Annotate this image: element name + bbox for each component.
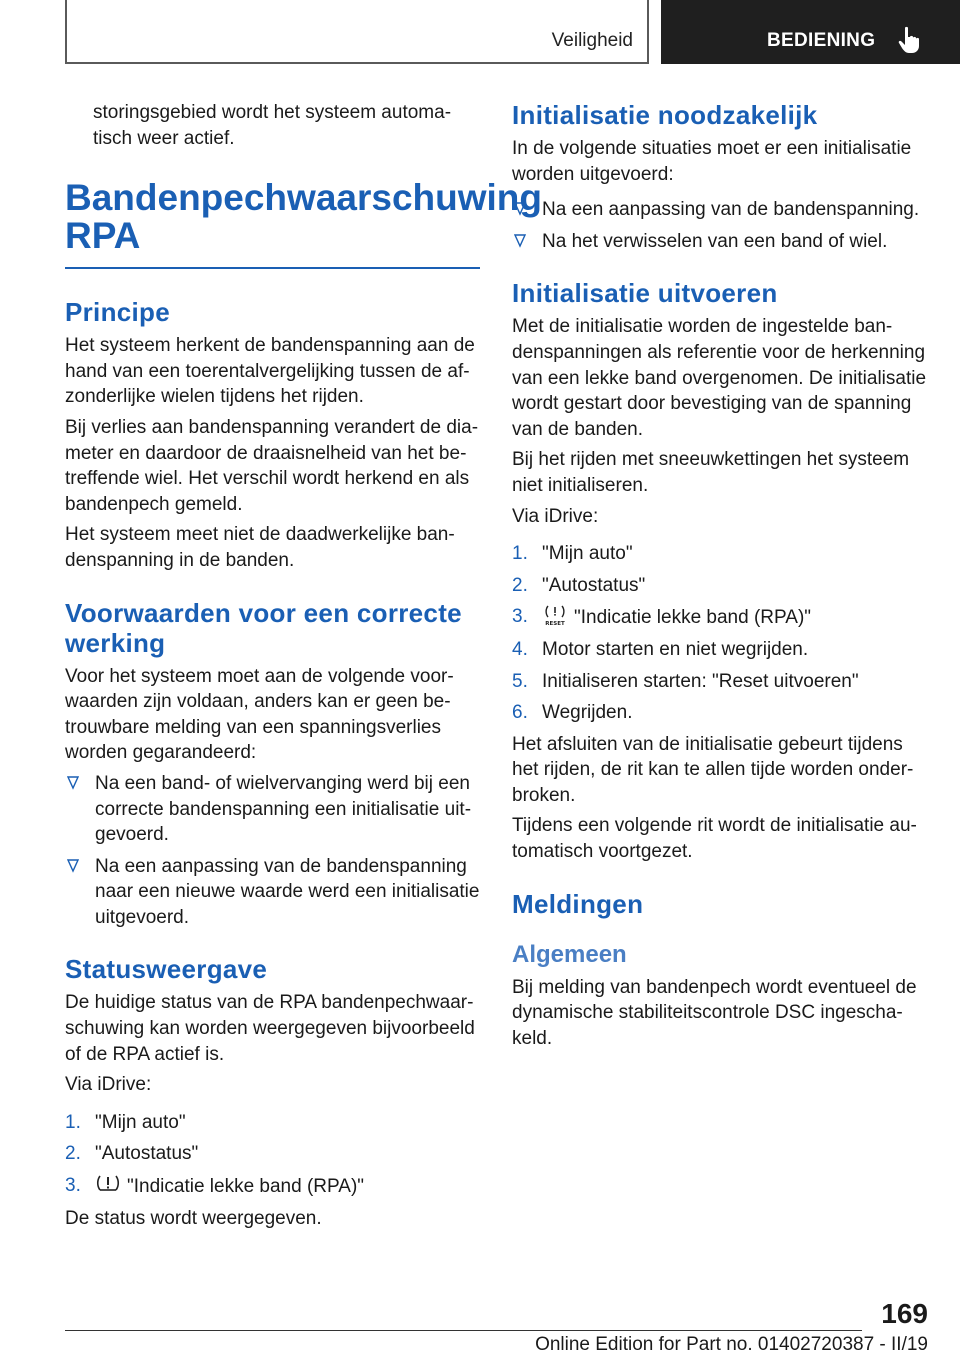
step-item bbox=[512, 573, 930, 599]
list-item-text: Na het verwisselen van een band of wiel. bbox=[542, 230, 888, 252]
heading-initialisatie-noodzakelijk: Initialisatie noodzakelijk bbox=[512, 100, 818, 130]
pointing-hand-icon bbox=[897, 26, 923, 54]
page-number: 169 bbox=[881, 1298, 928, 1329]
step-item bbox=[65, 1173, 480, 1200]
paragraph: Tijdens een volgende rit wordt de initialisatie automatisch voortgezet. bbox=[512, 815, 917, 863]
paragraph: Bij verlies aan bandenspanning verandert de diameter en daardoor de draaisnelheid van het betreffende wiel. Het verschil wordt herkend en als bandenpech gemeld. bbox=[65, 416, 479, 515]
via-idrive-label: Via iDrive: bbox=[65, 1074, 152, 1096]
heading-voorwaarden: Voorwaarden voor een correcte werking bbox=[65, 597, 462, 658]
heading-meldingen: Meldingen bbox=[512, 888, 644, 919]
paragraph: Voor het systeem moet aan de volgende voorwaarden zijn voldaan, anders kan er geen betrouwbare melding van een spanningsverlies worden gegarandeerd: bbox=[65, 665, 454, 764]
step-number: 1. bbox=[512, 543, 528, 565]
step-item bbox=[512, 700, 930, 726]
header-chapter-tab bbox=[661, 0, 960, 64]
footer-divider bbox=[65, 1330, 862, 1331]
paragraph: De huidige status van de RPA bandenpechwaarschuwing kan worden weergegeven bijvoorbeeld of de RPA actief is. bbox=[65, 992, 475, 1065]
tire-pressure-warning-icon bbox=[95, 1173, 121, 1195]
step-number: 2. bbox=[65, 1143, 81, 1165]
header-section-tab bbox=[65, 0, 649, 64]
paragraph: Met de initialisatie worden de ingestelde bandenspanningen als referentie voor de herkenning van een lekke band overgenomen. De initialisatie wordt gestart door bevestiging van de spanning van de banden. bbox=[512, 316, 927, 440]
step-item bbox=[512, 669, 930, 695]
list-item-text: Na een aanpassing van de bandenspanning. bbox=[542, 199, 920, 221]
step-number: 4. bbox=[512, 638, 528, 660]
footer-edition: Online Edition for Part no. 01402720387 - II/19 bbox=[535, 1334, 928, 1355]
step-text: Wegrijden. bbox=[542, 702, 633, 724]
step-text: "Autostatus" bbox=[542, 574, 646, 596]
paragraph: In de volgende situaties moet er een initialisatie worden uitgevoerd: bbox=[512, 138, 912, 185]
tire-pressure-reset-icon bbox=[542, 604, 568, 626]
step-number: 3. bbox=[65, 1175, 81, 1197]
list-item-text: Na een aanpassing van de bandenspanning naar een nieuwe waarde werd een initialisatie uitgevoerd. bbox=[95, 855, 480, 928]
step-text: Initialiseren starten: "Reset uitvoeren" bbox=[542, 670, 859, 692]
step-item bbox=[512, 637, 930, 663]
paragraph: De status wordt weergegeven. bbox=[65, 1207, 322, 1229]
paragraph: Het systeem meet niet de daadwerkelijke bandenspanning in de banden. bbox=[65, 524, 455, 571]
svg-text:RESET: RESET bbox=[545, 621, 565, 627]
step-text: Motor starten en niet wegrijden. bbox=[542, 638, 809, 660]
list-item bbox=[65, 771, 480, 848]
list-item bbox=[512, 197, 930, 223]
step-item bbox=[65, 1110, 480, 1136]
heading-initialisatie-uitvoeren: Initialisatie uitvoeren bbox=[512, 278, 778, 309]
heading-statusweergave: Statusweergave bbox=[65, 954, 268, 985]
title-divider bbox=[65, 267, 480, 269]
paragraph: Het afsluiten van de initialisatie gebeurt tijdens het rijden, de rit kan te allen tijde worden onderbroken. bbox=[512, 733, 914, 806]
step-number: 5. bbox=[512, 670, 528, 692]
heading-principe: Principe bbox=[65, 297, 170, 328]
chapter-title: Bandenpechwaarschuwing RPA bbox=[65, 177, 542, 257]
paragraph: Het systeem herkent de bandenspanning aan de hand van een toerentalvergelijking tussen de afzonderlijke wielen tijdens het rijden. bbox=[65, 335, 475, 408]
left-column bbox=[65, 100, 542, 1236]
list-item-text: Na een band- of wielvervanging werd bij een correcte bandenspanning een initialisatie uitgevoerd. bbox=[95, 772, 472, 846]
step-number: 2. bbox=[512, 574, 528, 596]
triangle-bullet-icon bbox=[67, 859, 79, 873]
triangle-bullet-icon bbox=[67, 776, 79, 790]
triangle-bullet-icon bbox=[514, 234, 526, 248]
continued-text: storingsgebied wordt het systeem automatisch weer actief. bbox=[93, 102, 452, 149]
step-text: "Mijn auto" bbox=[542, 543, 633, 565]
subheading-algemeen: Algemeen bbox=[512, 940, 627, 968]
header-section-label: Veiligheid bbox=[551, 30, 633, 51]
right-column bbox=[512, 100, 930, 1056]
step-number: 1. bbox=[65, 1111, 81, 1133]
header-chapter-label: BEDIENING bbox=[767, 30, 876, 51]
step-text: "Mijn auto" bbox=[95, 1111, 186, 1133]
list-item bbox=[512, 229, 930, 255]
via-idrive-label: Via iDrive: bbox=[512, 505, 599, 527]
list-item bbox=[65, 854, 480, 931]
step-item bbox=[512, 541, 930, 567]
step-text: "Indicatie lekke band (RPA)" bbox=[574, 607, 812, 629]
paragraph: Bij het rijden met sneeuwkettingen het systeem niet initialiseren. bbox=[512, 449, 910, 496]
paragraph: Bij melding van bandenpech wordt eventueel de dynamische stabiliteitscontrole DSC ingeschakeld. bbox=[512, 976, 917, 1049]
step-text: "Autostatus" bbox=[95, 1143, 199, 1165]
step-item bbox=[65, 1141, 480, 1167]
step-item bbox=[512, 604, 930, 631]
triangle-bullet-icon bbox=[514, 202, 526, 216]
step-number: 6. bbox=[512, 702, 528, 724]
step-text: "Indicatie lekke band (RPA)" bbox=[127, 1176, 365, 1198]
step-number: 3. bbox=[512, 606, 528, 628]
